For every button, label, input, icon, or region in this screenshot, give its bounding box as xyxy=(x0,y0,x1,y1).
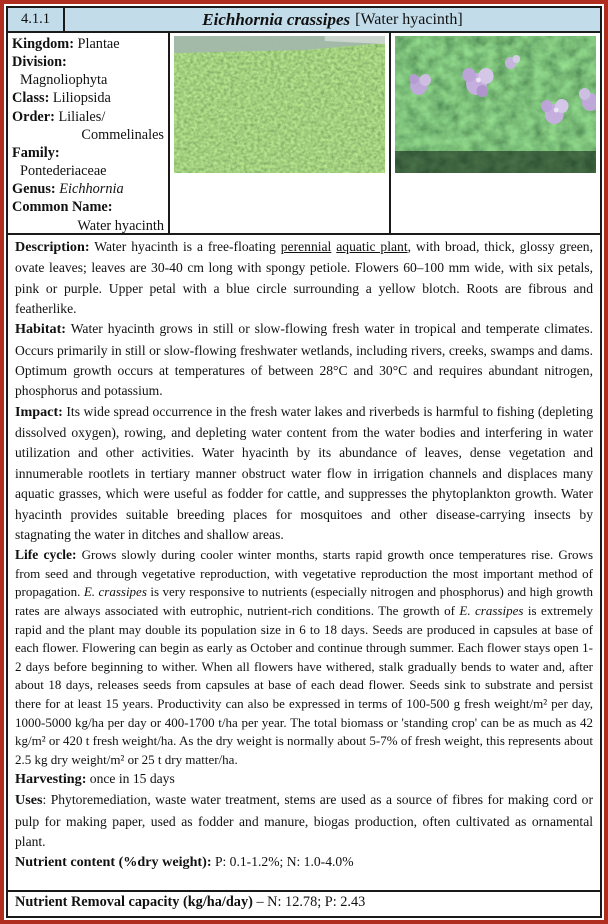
taxonomy-label: Division: xyxy=(12,54,67,71)
footer-label: Nutrient Removal capacity (kg/ha/day) xyxy=(15,894,253,910)
taxonomy-value: Liliopsida xyxy=(49,90,111,107)
text-segment: Water hyacinth is a free-floating xyxy=(89,239,281,254)
section-label: Life cycle: xyxy=(15,547,77,563)
taxonomy-item xyxy=(12,35,164,53)
taxonomy-item xyxy=(12,144,164,180)
taxonomy-item xyxy=(12,180,164,198)
text-segment: P: 0.1-1.2%; N: 1.0-4.0% xyxy=(211,854,354,870)
water-shadow xyxy=(395,151,596,173)
taxonomy-item xyxy=(12,198,164,234)
page-title xyxy=(65,8,600,31)
taxonomy-and-photos-row xyxy=(6,33,602,235)
taxonomy-item xyxy=(12,89,164,107)
text-segment: once in 15 days xyxy=(86,771,175,787)
taxonomy-item xyxy=(12,108,164,144)
taxonomy-label: Common Name: xyxy=(12,199,113,216)
taxonomy-label: Genus: xyxy=(12,181,56,198)
text-segment: is very responsive to nutrients (especially nitrogen and phosphorus) and high growth rates are always associated with eutrophic, nutrient-rich conditions. The growth of xyxy=(15,584,593,619)
nutrient-removal-row xyxy=(6,892,602,918)
text-segment: E. crassipes xyxy=(83,584,147,600)
section-description xyxy=(15,237,593,319)
taxonomy-line xyxy=(12,35,164,53)
taxonomy-line xyxy=(12,144,164,162)
taxonomy-value: Eichhornia xyxy=(55,181,124,198)
text-segment: Its wide spread occurrence in the fresh water lakes and riverbeds is harmful to fishing (depleting dissolved oxygen), rowing, and depleting water content from the water bodies and interfering in water utilization and other activities. Water hyacinth by its abundance of leaves, dense vegetation and innumerable rootlets in tertiary manner obstruct water flow in irrigation channels and displaces many aquatic grasses, which were useful as fodder for cattle, and suppresses the phytoplankton growth. Water hyacinth provides suitable breeding places for mosquitoes and other disease-carrying insects by stagnating the water in ditches and shallow areas. xyxy=(15,403,593,542)
taxonomy-line xyxy=(12,108,164,126)
taxonomy-value: Liliales/ xyxy=(54,108,106,125)
factsheet-body xyxy=(6,235,602,892)
taxonomy-label: Family: xyxy=(12,144,60,161)
taxonomy-label: Kingdom: xyxy=(12,36,74,52)
text-segment: perennial xyxy=(280,239,332,254)
taxonomy-value: Plantae xyxy=(73,36,120,52)
text-segment: E. crassipes xyxy=(459,603,524,619)
section-number: 4.1.1 xyxy=(8,8,65,31)
section-harvesting xyxy=(15,769,593,790)
section-label: Uses xyxy=(15,792,43,809)
text-segment: Water hyacinth grows in still or slow-flowing fresh water in tropical and temperate climates. Occurs primarily in still or slow-flowing freshwater wetlands, including rivers, creeks, swamps and dams. Optimum growth occurs at temperatures of between 28°C and 30°C and requires abundant nitrogen, phosphorus and potassium. xyxy=(15,321,593,399)
section-nutrient-content xyxy=(15,852,593,873)
species-name: Eichhornia crassipes xyxy=(202,9,351,29)
common-name-bracket: [Water hyacinth] xyxy=(355,10,463,28)
taxonomy-label: Order: xyxy=(12,108,55,125)
section-uses xyxy=(15,790,593,852)
section-life-cycle xyxy=(15,545,593,769)
section-impact xyxy=(15,402,593,546)
taxonomy-value: Water hyacinth xyxy=(77,217,164,234)
taxonomy-value: Commelinales xyxy=(81,126,164,143)
text-segment: , with broad, thick, glossy green, ovate leaves; leaves are 30-40 cm long with spongy petiole. Flowers 60–100 mm wide, with six petals, pink or purple. Upper petal with a blue circle surrounding a yellow blotch. Roots are fibrous and featherlike. xyxy=(15,239,593,316)
taxonomy-line xyxy=(12,198,164,216)
section-habitat xyxy=(15,319,593,401)
taxonomy-line xyxy=(12,89,164,107)
leaf-texture xyxy=(174,36,385,173)
taxonomy-line xyxy=(12,53,164,71)
text-segment: : Phytoremediation, waste water treatment, stems are used as a source of fibres for making cord or pulp for making paper, used as fodder and manure, biogas production, often cultivated as ornamental plant. xyxy=(15,792,593,850)
section-label: Impact: xyxy=(15,403,63,420)
section-label: Description: xyxy=(15,239,90,255)
header-row xyxy=(6,6,602,33)
taxonomy-value: Magnoliophyta xyxy=(20,72,108,89)
section-label: Nutrient content (%dry weight): xyxy=(15,854,212,871)
taxonomy-cell xyxy=(8,33,170,233)
photo-cell-right xyxy=(391,33,600,233)
photo-cell-left xyxy=(170,33,391,233)
text-segment: Grows slowly during cooler winter months, starts rapid growth once temperatures rise. Grows from seed and through vegetative reproduction, with vegetative reproduction the most important method of propagation. xyxy=(15,547,593,600)
water-hyacinth-mat-photo xyxy=(174,36,385,173)
text-segment: aquatic plant xyxy=(336,239,408,254)
taxonomy-value: Pontederiaceae xyxy=(20,163,107,180)
text-segment: – N: 12.78; P: 2.43 xyxy=(252,894,366,910)
water-hyacinth-flowers-photo xyxy=(395,36,596,173)
text-segment: is extremely rapid and the plant may double its population size in 6 to 18 days. Seeds are produced in capsules at base of each flower. Flowering can begin as early as October and continue through summer. Each flower stays open 1-2 days before beginning to wither. When all flowers have withered, stalk gradually bends to water and, after about 18 days, releases seeds from capsules at base of each dead flower. Seeds sink to substrate and persist there for at least 15 years. Productivity can also be expressed in terms of 100-500 g fresh weight/m² per day, 1000-5000 kg/ha per day or 400-1700 t/ha per year. The total biomass or 'standing crop' can be as much as 42 kg/m² or 420 t fresh weight/ha. As the dry weight is normally about 5-7% of fresh weight, this represents about 2.5 kg dry weight/m² or 25 t dry matter/ha. xyxy=(15,603,593,767)
section-label: Harvesting: xyxy=(15,771,87,788)
taxonomy-label: Class: xyxy=(12,90,50,107)
taxonomy-item xyxy=(12,53,164,89)
taxonomy-line xyxy=(12,180,164,198)
section-label: Habitat: xyxy=(15,321,67,338)
